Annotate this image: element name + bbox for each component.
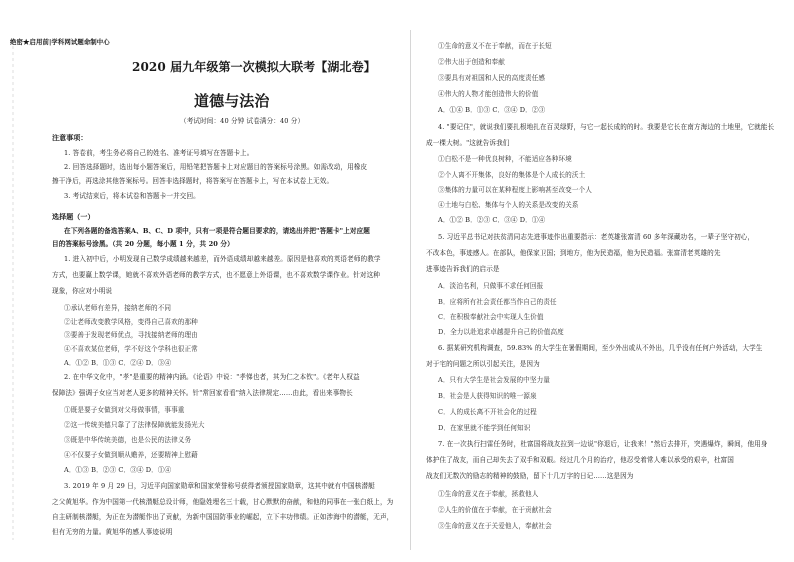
question-line: 4. "要记住"，就说我们要扎根地扎在百灵绿野，与它一起长成的的时。我要是它长在南方海边的土地里，它就能长: [438, 123, 775, 131]
answer-choices: A．①③ B．②③ C．③④ D．①④: [64, 466, 172, 474]
question-line: 自主研制核潜艇，为正在为潜艇作出了贡献，为新中国国防事业的崛起，立下丰功伟绩。正如涉海中的潜艇，无声，: [52, 513, 394, 521]
note-item: 2. 回答选择题时，选出每小题答案后，用铅笔把答题卡上对应题目的答案标号涂黑。如需改动，用橡皮: [64, 163, 368, 171]
notes-heading: 注意事项：: [52, 133, 88, 142]
question-line: 对于宅的问题之所以引起关注，是因为: [426, 360, 540, 368]
section-title: 选择题（一）: [52, 212, 95, 221]
question-option: B．应将所有社会责任都当作自己的责任: [438, 298, 557, 306]
question-line: 但有无穷的力量。黄旭华的感人事迹说明: [52, 528, 173, 536]
binding-line-decoration: [6, 40, 20, 540]
question-line: 5. 习近平总书记对扶贫清同志先进事迹作出重要指示：老英雄张富清 60 多年深藏功名，一辈子坚守初心，: [438, 233, 755, 241]
question-line: 体护住了战友，而自己却失去了双手和双眼。经过几个月的治疗，他忍受着常人难以承受的艰辛，杜富国: [426, 456, 734, 464]
answer-choices: A．①② B．①③ C．②④ D．③④: [64, 359, 172, 367]
question-option: ②让老师改变教学风格，变得自己喜欢的那种: [64, 318, 198, 326]
question-option: ①既是要子女做到对父母做事情，事事重: [64, 406, 185, 414]
question-option: ①生命的意义在于奉献，拯救他人: [438, 490, 539, 498]
answer-choices: A．①④ B．①③ C．③④ D．②③: [438, 106, 546, 114]
question-option: ②伟大出于创造和奉献: [438, 58, 505, 66]
question-line: 保障法》强调子女应当对老人更多的精神关怀。针"常回家看看"纳入法律规定……由此，看出来事物长: [52, 389, 353, 397]
question-line: 之父黄旭华。作为中国第一代核潜艇总设计师，他隐姓埋名三十载，甘心默默的奋献，和他的同事在一张白纸上，为: [52, 498, 394, 506]
answer-choices: A．①② B．②③ C．③④ D．①④: [438, 216, 546, 224]
question-option: ④伟大的人物才能创造伟大的价值: [438, 90, 539, 98]
question-line: 不改本色，事迹感人。在部队，他保家卫国；到地方，他为民造福，他为民造福。张富清老英雄的先: [426, 249, 721, 257]
question-line: 3. 2019 年 9 月 29 日，习近平向国家勋章和国家荣誉称号获得者颁授国家勋章，这其中就有中国核潜艇: [64, 482, 375, 490]
question-option: C．在积极奉献社会中实现人生价值: [438, 313, 544, 321]
subject-title: 道德与法治: [194, 92, 270, 110]
note-item: 擦干净后，再选涂其他答案标号。回答非选择题时，将答案写在答题卡上，写在本试卷上无效。: [52, 177, 334, 185]
note-item: 1. 答卷前，考生务必将自己的姓名、准考证号填写在答题卡上。: [64, 149, 254, 157]
question-option: C．人的成长离不开社会化的过程: [438, 408, 537, 416]
question-option: ③生命的意义在于关爱他人，奉献社会: [438, 522, 552, 530]
question-option: A．淡泊名利，只做事不求任何回报: [438, 282, 544, 290]
secret-label: 绝密★启用前|学科网试题命制中心: [10, 38, 110, 46]
question-option: ①承认老师有差异，接纳老师的不同: [64, 304, 172, 312]
question-option: ①白松不是一种优良树种，不能适应各种环境: [438, 155, 572, 163]
question-line: 1. 进入初中后，小明发现自己数学成绩越来越差，而外语成绩却越来越差。原因是他喜欢的英语老师的教学: [64, 255, 381, 263]
exam-info: （考试时间：40 分钟 试卷满分：40 分）: [180, 117, 305, 125]
question-option: B．社会是人获得知识的唯一源泉: [438, 392, 537, 400]
question-line: 成一棵大树。"这就告诉我们: [426, 139, 510, 147]
question-line: 2. 在中华文化中，"孝"是重要的精神内涵。《论语》中说："孝悌也者，其为仁之本钦"。《老年人权益: [64, 373, 360, 381]
question-line: 进事迹告诉我们的启示是: [426, 265, 500, 273]
note-item: 3. 考试结束后，将本试卷和答题卡一并交回。: [64, 192, 200, 200]
exam-title: 2020 届九年级第一次模拟大联考【湖北卷】: [132, 60, 376, 74]
question-option: D．在家里就不能学到任何知识: [438, 424, 531, 432]
question-line: 7. 在一次执行扫雷任务时，杜富国将战友拉到一边说"你退后，让我来！"然后去排开，突遇爆炸，瞬间，他用身: [438, 440, 768, 448]
question-line: 战友们无数次的励志的精神的鼓励，留下十几万字的日记……这是因为: [426, 472, 634, 480]
question-line: 现象，你应对小明说: [52, 287, 113, 295]
question-option: ③要善于发现老师优点，寻找接纳老师的理由: [64, 331, 198, 339]
question-option: ②个人离不开集体，良好的集体是个人成长的沃土: [438, 171, 586, 179]
question-option: D．全力以赴追求卓越提升自己的价值高度: [438, 328, 564, 336]
question-option: ④不喜欢某位老师，学不好这个学科也很正常: [64, 345, 198, 353]
column-divider: [410, 30, 411, 550]
question-option: ②这一传统美德只靠了了法律保障就能发扬光大: [64, 421, 205, 429]
section-instruction: 在下列各题的备选答案A、B、C、D 项中，只有一项是符合题目要求的，请选出并把"答题卡"上对应题: [64, 227, 370, 235]
question-option: ①生命的意义不在于奉献，而在于长短: [438, 42, 552, 50]
question-option: ③要具有对祖国和人民的高度责任感: [438, 74, 546, 82]
question-option: ②人生的价值在于奉献，在于贡献社会: [438, 506, 552, 514]
question-option: ③既是中华传统美德，也是公民的法律义务: [64, 436, 192, 444]
question-option: A．只有大学生是社会发展的中坚力量: [438, 376, 550, 384]
question-option: ④不仅要子女做到顺从赡养，还要精神上慰藉: [64, 451, 198, 459]
question-line: 6. 据某研究机构调查，59.83% 的大学生在暑假期间，至少外出或从不外出，几乎没有任何户外活动，大学生: [438, 344, 763, 352]
question-option: ④土地与白松、集体与个人的关系是改变的关系: [438, 201, 579, 209]
section-instruction: 目的答案标号涂黑。（共 20 分题，每小题 1 分，共 20 分）: [52, 240, 234, 248]
question-option: ③集体的力量可以在某种程度上影响甚至改变一个人: [438, 186, 592, 194]
question-line: 方式，也要赢上数学课，她就不喜欢外语老师的教学方式，也不愿意上外语课，也不喜欢数学课作业。针对这种: [52, 271, 380, 279]
